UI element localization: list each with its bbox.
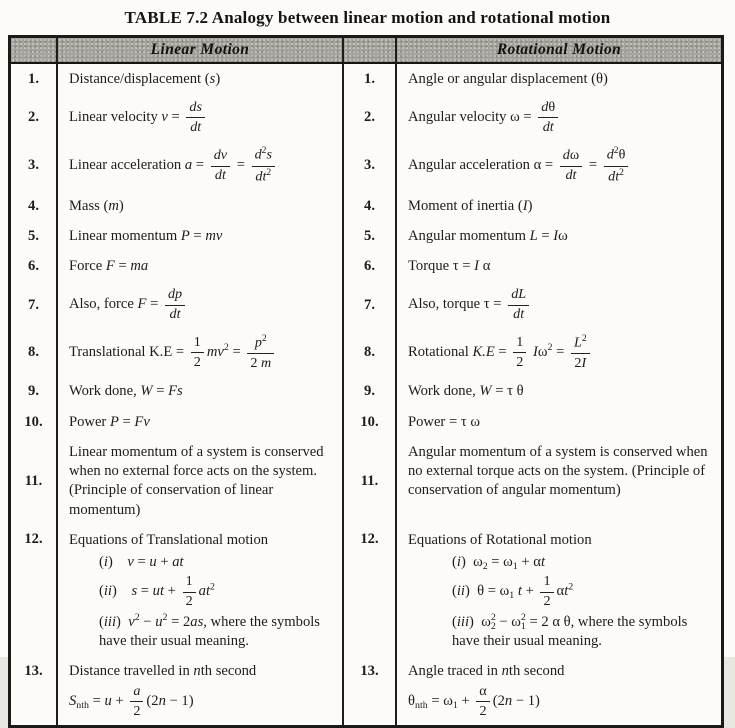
row-number-left: 11. [11, 437, 58, 525]
fraction: $\frac{p^2}{2 m}$ [247, 334, 274, 371]
row-content-rotational [397, 377, 721, 407]
row-number-left: 8. [11, 329, 58, 377]
formula-line: Angle or angular displacement (θ) [408, 70, 608, 87]
fraction: $\frac{d^2\theta}{dt^2}$ [604, 146, 629, 185]
row-number-left: 1. [11, 64, 58, 94]
fraction: $\frac{dL}{dt}$ [508, 287, 529, 323]
formula-line: Equations of Translational motion [69, 531, 269, 548]
table-title: TABLE 7.2 Analogy between linear motion and rotational motion [124, 8, 611, 27]
formula-line: Angular velocity ω = $\frac{d\theta}{dt}$ [408, 100, 713, 136]
row-number-right: 5. [344, 221, 397, 251]
row-number-right: 11. [344, 437, 397, 525]
row-content-linear [58, 437, 344, 525]
row-number-left: 10. [11, 407, 58, 437]
formula-line: Power = τ ω [408, 413, 480, 430]
row-content-rotational [397, 282, 721, 329]
row-content-rotational [397, 329, 721, 377]
row-content-linear [58, 329, 344, 377]
row-content-rotational [397, 525, 721, 656]
row-content-rotational [397, 252, 721, 282]
fraction: $\frac{d\omega}{dt}$ [560, 148, 582, 184]
formula-line: (i) $\omega_2 = \omega_1 + \alpha t$ [452, 553, 545, 572]
row-content-rotational [397, 221, 721, 251]
formula-line: Linear momentum P = mv [69, 227, 223, 244]
formula-line: Force F = ma [69, 258, 149, 275]
row-number-left: 3. [11, 141, 58, 191]
row-number-left: 4. [11, 191, 58, 221]
fraction: $\frac{1}{2}$ [191, 335, 204, 371]
row-content-linear [58, 377, 344, 407]
formula-line: Equations of Rotational motion [408, 531, 592, 548]
formula-line: Mass (m) [69, 197, 124, 214]
formula-line: (i) v = u + at [99, 553, 184, 570]
row-number-right: 4. [344, 191, 397, 221]
formula-line: $\theta_{nth} = \omega_1$ + $\frac{\alpha}{2}$ (2n − 1) [408, 682, 540, 719]
row-number-left: 9. [11, 377, 58, 407]
row-content-linear [58, 191, 344, 221]
row-number-right: 8. [344, 329, 397, 377]
row-number-right: 10. [344, 407, 397, 437]
row-content-rotational [397, 191, 721, 221]
formula-line: Angle traced in nth second [408, 663, 565, 680]
row-number-right: 2. [344, 94, 397, 141]
row-number-right: 3. [344, 141, 397, 191]
row-number-left: 2. [11, 94, 58, 141]
fraction: $\frac{d\theta}{dt}$ [538, 100, 558, 136]
formula-line: Work done, W = Fs [69, 383, 183, 400]
formula-line: Translational K.E = $\frac{1}{2}$ $mv^2$ = $\frac{p^2}{2 m}$ [69, 334, 334, 371]
row-content-linear [58, 407, 344, 437]
row-content-linear [58, 141, 344, 191]
row-number-left: 5. [11, 221, 58, 251]
row-content-linear [58, 221, 344, 251]
formula-line: Angular momentum of a system is conserved when no external torque acts on the system. (Principle of conservation of angular momentum) [408, 443, 708, 499]
row-content-rotational [397, 437, 721, 525]
header-spacer-left [11, 38, 58, 64]
formula-line: Distance travelled in nth second [69, 663, 257, 680]
row-content-rotational [397, 407, 721, 437]
row-content-linear [58, 94, 344, 141]
formula-line: Power P = Fv [69, 413, 150, 430]
fraction: $\frac{dv}{dt}$ [211, 148, 230, 184]
column-header-rotational-motion [397, 38, 721, 64]
row-content-linear [58, 525, 344, 656]
row-number-left: 13. [11, 657, 58, 725]
fraction: $\frac{d^2s}{dt^2}$ [252, 146, 275, 185]
row-content-rotational [397, 64, 721, 94]
formula-line: Also, force F = $\frac{dp}{dt}$ [69, 287, 334, 323]
formula-line: (ii) s = ut + $\frac{1}{2}$ $at^2$ [99, 573, 215, 610]
row-content-rotational [397, 657, 721, 725]
column-header-linear-motion [58, 38, 344, 64]
fraction: $\frac{L^2}{2I}$ [571, 334, 590, 371]
formula-line: Linear velocity v = $\frac{ds}{dt}$ [69, 100, 334, 136]
formula-line: Torque τ = I α [408, 258, 491, 275]
formula-line: Linear acceleration a = $\frac{dv}{dt}$ = $\frac{d^2s}{dt^2}$ [69, 146, 334, 185]
column-header-linear-label: Linear Motion [150, 41, 250, 58]
row-number-left: 6. [11, 252, 58, 282]
formula-line: Angular acceleration α = $\frac{d\omega}{dt}$ = $\frac{d^2\theta}{dt^2}$ [408, 146, 713, 185]
row-content-linear [58, 64, 344, 94]
formula-line: Linear momentum of a system is conserved when no external force acts on the system. (Principle of conservation of linear momentum) [69, 443, 324, 518]
row-number-left: 7. [11, 282, 58, 329]
formula-line: Also, torque τ = $\frac{dL}{dt}$ [408, 287, 713, 323]
formula-line: Moment of inertia (I) [408, 197, 533, 214]
fraction: $\frac{a}{2}$ [130, 684, 143, 720]
row-content-rotational [397, 94, 721, 141]
fraction: $\frac{1}{2}$ [540, 574, 553, 610]
header-spacer-right [344, 38, 397, 64]
row-content-rotational [397, 141, 721, 191]
column-header-rotational-label: Rotational Motion [496, 41, 622, 58]
row-number-right: 13. [344, 657, 397, 725]
analogy-table [8, 35, 724, 728]
row-content-linear [58, 252, 344, 282]
fraction: $\frac{1}{2}$ [183, 574, 196, 610]
row-number-right: 12. [344, 525, 397, 656]
row-number-left: 12. [11, 525, 58, 656]
fraction: $\frac{dp}{dt}$ [165, 287, 185, 323]
row-number-right: 6. [344, 252, 397, 282]
formula-line: $S_{nth} = u$ + $\frac{a}{2}$ (2n − 1) [69, 682, 194, 719]
fraction: $\frac{ds}{dt}$ [186, 100, 205, 136]
row-number-right: 1. [344, 64, 397, 94]
fraction: $\frac{\alpha}{2}$ [476, 684, 489, 720]
formula-line: Angular momentum L = Iω [408, 227, 568, 244]
row-number-right: 9. [344, 377, 397, 407]
row-number-right: 7. [344, 282, 397, 329]
formula-line: (iii) $\omega_2^2 - \omega_1^2 = 2$ α θ, where the symbols have their usual meaning. [452, 611, 688, 649]
row-content-linear [58, 282, 344, 329]
fraction: $\frac{1}{2}$ [513, 335, 526, 371]
row-content-linear [58, 657, 344, 725]
formula-line: (iii) $v^2 - u^2 = 2as$, where the symbols have their usual meaning. [99, 611, 320, 649]
formula-line: Rotational K.E = $\frac{1}{2}$ $I\omega^2$ = $\frac{L^2}{2I}$ [408, 334, 713, 371]
formula-line: (ii) $\theta = \omega_1$ t + $\frac{1}{2}$ $\alpha t^2$ [452, 573, 574, 610]
formula-line: Work done, W = τ θ [408, 383, 524, 400]
formula-line: Distance/displacement (s) [69, 70, 221, 87]
